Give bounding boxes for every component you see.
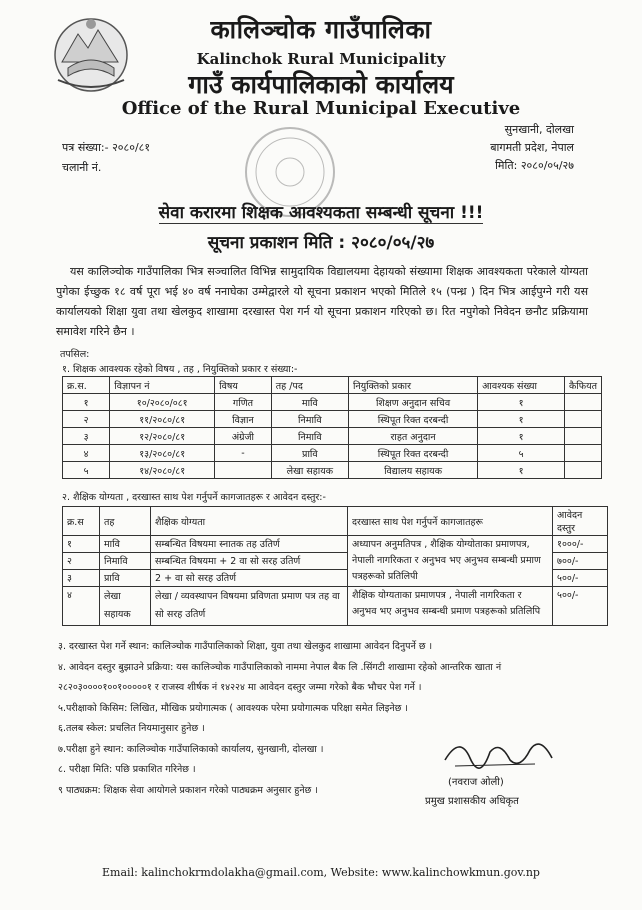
- table-cell: ५: [63, 462, 110, 479]
- notes-list: [58, 637, 618, 801]
- table-cell: -: [215, 445, 272, 462]
- vacancy-table: [62, 376, 602, 479]
- table-header: क्र.स: [63, 507, 100, 536]
- table-header: शैक्षिक योग्यता: [151, 507, 348, 536]
- table-cell: प्रावि: [100, 570, 151, 587]
- table-cell: शिक्षण अनुदान सचिव: [348, 394, 477, 411]
- footer-contact: Email: kalinchokrmdolakha@gmail.com, Website: www.kalinchowkmun.gov.np: [102, 866, 540, 879]
- table-cell: सम्बन्धित विषयमा स्नातक तह उतिर्ण: [151, 536, 348, 553]
- municipality-name-en: Kalinchok Rural Municipality: [196, 50, 446, 68]
- notice-body: यस कालिञ्चोक गाउँपालिका भित्र सञ्चालित विभिन्न सामुदायिक विद्यालयमा देहायको संख्यामा शिक्षक आवश्यकता परेकाले योग्यता पुगेका ईच्छुक १८ वर्ष पूरा भई ४० वर्ष ननाघेका उम्मेद्वारले यो सूचना प्रकाशन भएको मितिले १५ (पन्ध्र ) दिन भित्र आईपुग्ने गरी यस कार्यालयको शिक्षा युवा तथा खेलकुद शाखामा दरखास्त पेश गर्न यो सूचना प्रकाशन गरिएको छ। रित नपुगेको निवेदन छनौट प्रक्रियामा समावेश गरिने छैन ।: [56, 265, 588, 338]
- table-cell-documents: शैक्षिक योग्यताका प्रमाणपत्र , नेपाली नागरिकता र अनुभव भए अनुभव सम्बन्धी प्रमाण पत्रहरूको प्रतिलिपि: [348, 587, 553, 626]
- table-cell-fee: १०००/-: [553, 536, 608, 553]
- table-cell: विज्ञान: [215, 411, 272, 428]
- section1-label: १. शिक्षक आवश्यक रहेको विषय , तह , नियुक्तिको प्रकार र संख्या:-: [62, 364, 298, 375]
- table-cell: प्रावि: [271, 445, 348, 462]
- table-cell: १: [478, 462, 565, 479]
- table-cell: १: [478, 428, 565, 445]
- table-cell: गणित: [215, 394, 272, 411]
- table-row: [63, 587, 608, 626]
- table-cell: १: [478, 394, 565, 411]
- section2-label: २. शैक्षिक योग्यता , दरखास्त साथ पेश गर्नुपर्ने कागजातहरू र आवेदन दस्तुर:-: [62, 492, 326, 503]
- table-header: तह /पद: [271, 377, 348, 394]
- table-cell: [564, 411, 601, 428]
- table-cell: [564, 445, 601, 462]
- table-cell: १४/२०८०/८१: [110, 462, 215, 479]
- table-header: क्र.स.: [63, 377, 110, 394]
- details-label: तपसिल:: [60, 349, 90, 360]
- signatory-name: (नवराज ओली): [448, 777, 504, 788]
- notice-title: सेवा करारमा शिक्षक आवश्यकता सम्बन्धी सूचना !!!: [158, 203, 484, 223]
- table-cell: ४: [63, 445, 110, 462]
- table-cell: मावि: [100, 536, 151, 553]
- table-cell-fee: ५००/-: [553, 570, 608, 587]
- table-cell-documents: अध्यापन अनुमतिपत्र , शैक्षिक योग्योताका प्रमाणपत्र, नेपाली नागरिकता र अनुभव भए अनुभव सम्बन्धी प्रमाण पत्रहरूको प्रतिलिपी: [348, 536, 553, 587]
- list-item: २८२०३००००१००१०००००१ र राजस्व शीर्षक नं १४२२४ मा आवेदन दस्तुर जम्मा गरेको बैक भौचर पेश गर्ने ।: [58, 682, 422, 693]
- table-cell: ११/२०८०/८१: [110, 411, 215, 428]
- list-item: ९ पाठ्यक्रम: शिक्षक सेवा आयोगले प्रकाशन गरेको पाठ्यक्रम अनुसार हुनेछ ।: [58, 784, 318, 796]
- table-header: कैफियत: [564, 377, 601, 394]
- table-cell-fee: ७००/-: [553, 553, 608, 570]
- table-cell: ५: [478, 445, 565, 462]
- table-cell: 2 + वा सो सरह उतिर्ण: [151, 570, 348, 587]
- table-row: [63, 394, 602, 411]
- signature-image: [440, 730, 560, 775]
- table-header: विज्ञापन नं: [110, 377, 215, 394]
- list-item: ५.परीक्षाको किसिम: लिखित, मौखिक प्रयोगात्मक ( आवश्यक परेमा प्रयोगात्मक परिक्षा समेत लिइनेछ ।: [58, 702, 408, 714]
- table-cell: लेखा / व्यवस्थापन विषयमा प्रविणता प्रमाण पत्र तह वा सो सरह उतिर्ण: [151, 587, 348, 626]
- table-cell: [564, 428, 601, 445]
- table-cell: लेखा सहायक: [100, 587, 151, 626]
- table-header: दरखास्त साथ पेश गर्नुपर्ने कागजातहरू: [348, 507, 553, 536]
- table-cell: अंग्रेजी: [215, 428, 272, 445]
- table-cell: [564, 394, 601, 411]
- office-name-np: गाउँ कार्यपालिकाको कार्यालय: [188, 70, 454, 99]
- table-cell: निमावि: [100, 553, 151, 570]
- table-cell: ४: [63, 587, 100, 626]
- table-cell: २: [63, 411, 110, 428]
- table-cell: ३: [63, 428, 110, 445]
- table-row: [63, 428, 602, 445]
- list-item: ३. दरखास्त पेश गर्ने स्थान: कालिञ्चोक गाउँपालिकाको शिक्षा, युवा तथा खेलकुद शाखामा आवेदन दिनुपर्ने छ ।: [58, 641, 433, 652]
- table-row: [63, 445, 602, 462]
- dispatch-number: चलानी नं.: [62, 161, 102, 174]
- table-header: विषय: [215, 377, 272, 394]
- qualification-table: [62, 506, 608, 626]
- table-cell: लेखा सहायक: [271, 462, 348, 479]
- table-cell: ३: [63, 570, 100, 587]
- table-cell: २: [63, 553, 100, 570]
- table-cell: राहत अनुदान: [348, 428, 477, 445]
- table-cell: स्थिपूत रिक्त दरबन्दी: [348, 445, 477, 462]
- table-header-row: [63, 507, 608, 536]
- reference-number: पत्र संख्या:- २०८०/८१: [62, 141, 151, 154]
- list-item: ७.परीक्षा हुने स्थान: कालिञ्चोक गाउँपालिकाको कार्यालय, सुनखानी, दोलखा ।: [58, 743, 324, 755]
- table-header: तह: [100, 507, 151, 536]
- table-cell: १: [63, 394, 110, 411]
- table-cell: विद्यालय सहायक: [348, 462, 477, 479]
- table-cell: १३/२०८०/८१: [110, 445, 215, 462]
- table-header: नियुक्तिको प्रकार: [348, 377, 477, 394]
- table-cell: १०/२०८०/०८१: [110, 394, 215, 411]
- address-line-1: सुनखानी, दोलखा: [504, 123, 574, 136]
- table-cell: स्थिपूत रिक्त दरबन्दी: [348, 411, 477, 428]
- table-header: आवश्यक संख्या: [478, 377, 565, 394]
- table-row: [63, 462, 602, 479]
- table-cell: [215, 462, 272, 479]
- letter-date: मिति: २०८०/०५/२७: [495, 159, 574, 172]
- signatory-title: प्रमुख प्रशासकीय अधिकृत: [425, 796, 519, 807]
- table-cell: मावि: [271, 394, 348, 411]
- table-cell: निमावि: [271, 411, 348, 428]
- list-item: ६.तलब स्केल: प्रचलित नियमानुसार हुनेछ ।: [58, 723, 205, 734]
- table-cell: [564, 462, 601, 479]
- address-line-2: बागमती प्रदेश, नेपाल: [490, 141, 574, 154]
- office-name-en: Office of the Rural Municipal Executive: [121, 98, 521, 119]
- table-cell-fee: ५००/-: [553, 587, 608, 626]
- table-row: [63, 536, 608, 553]
- list-item: ४. आवेदन दस्तुर बुझाउने प्रक्रिया: यस कालिञ्चोक गाउँपालिकाको नाममा नेपाल बैक लि .सिंगटी शाखामा रहेको आन्तरिक खाता नं: [58, 661, 502, 673]
- table-cell: १२/२०८०/८१: [110, 428, 215, 445]
- table-header-row: [63, 377, 602, 394]
- table-cell: १: [478, 411, 565, 428]
- table-header: आवेदन दस्तुर: [553, 507, 608, 536]
- list-item: ८. परीक्षा मिति: पछि प्रकाशित गरिनेछ ।: [58, 764, 196, 775]
- table-row: [63, 411, 602, 428]
- municipality-name-np: कालिञ्चोक गाउँपालिका: [210, 15, 432, 44]
- table-cell: १: [63, 536, 100, 553]
- publish-date: सूचना प्रकाशन मिति : २०८०/०५/२७: [207, 233, 435, 253]
- table-cell: सम्बन्धित विषयमा + 2 वा सो सरह उतिर्ण: [151, 553, 348, 570]
- table-cell: निमावि: [271, 428, 348, 445]
